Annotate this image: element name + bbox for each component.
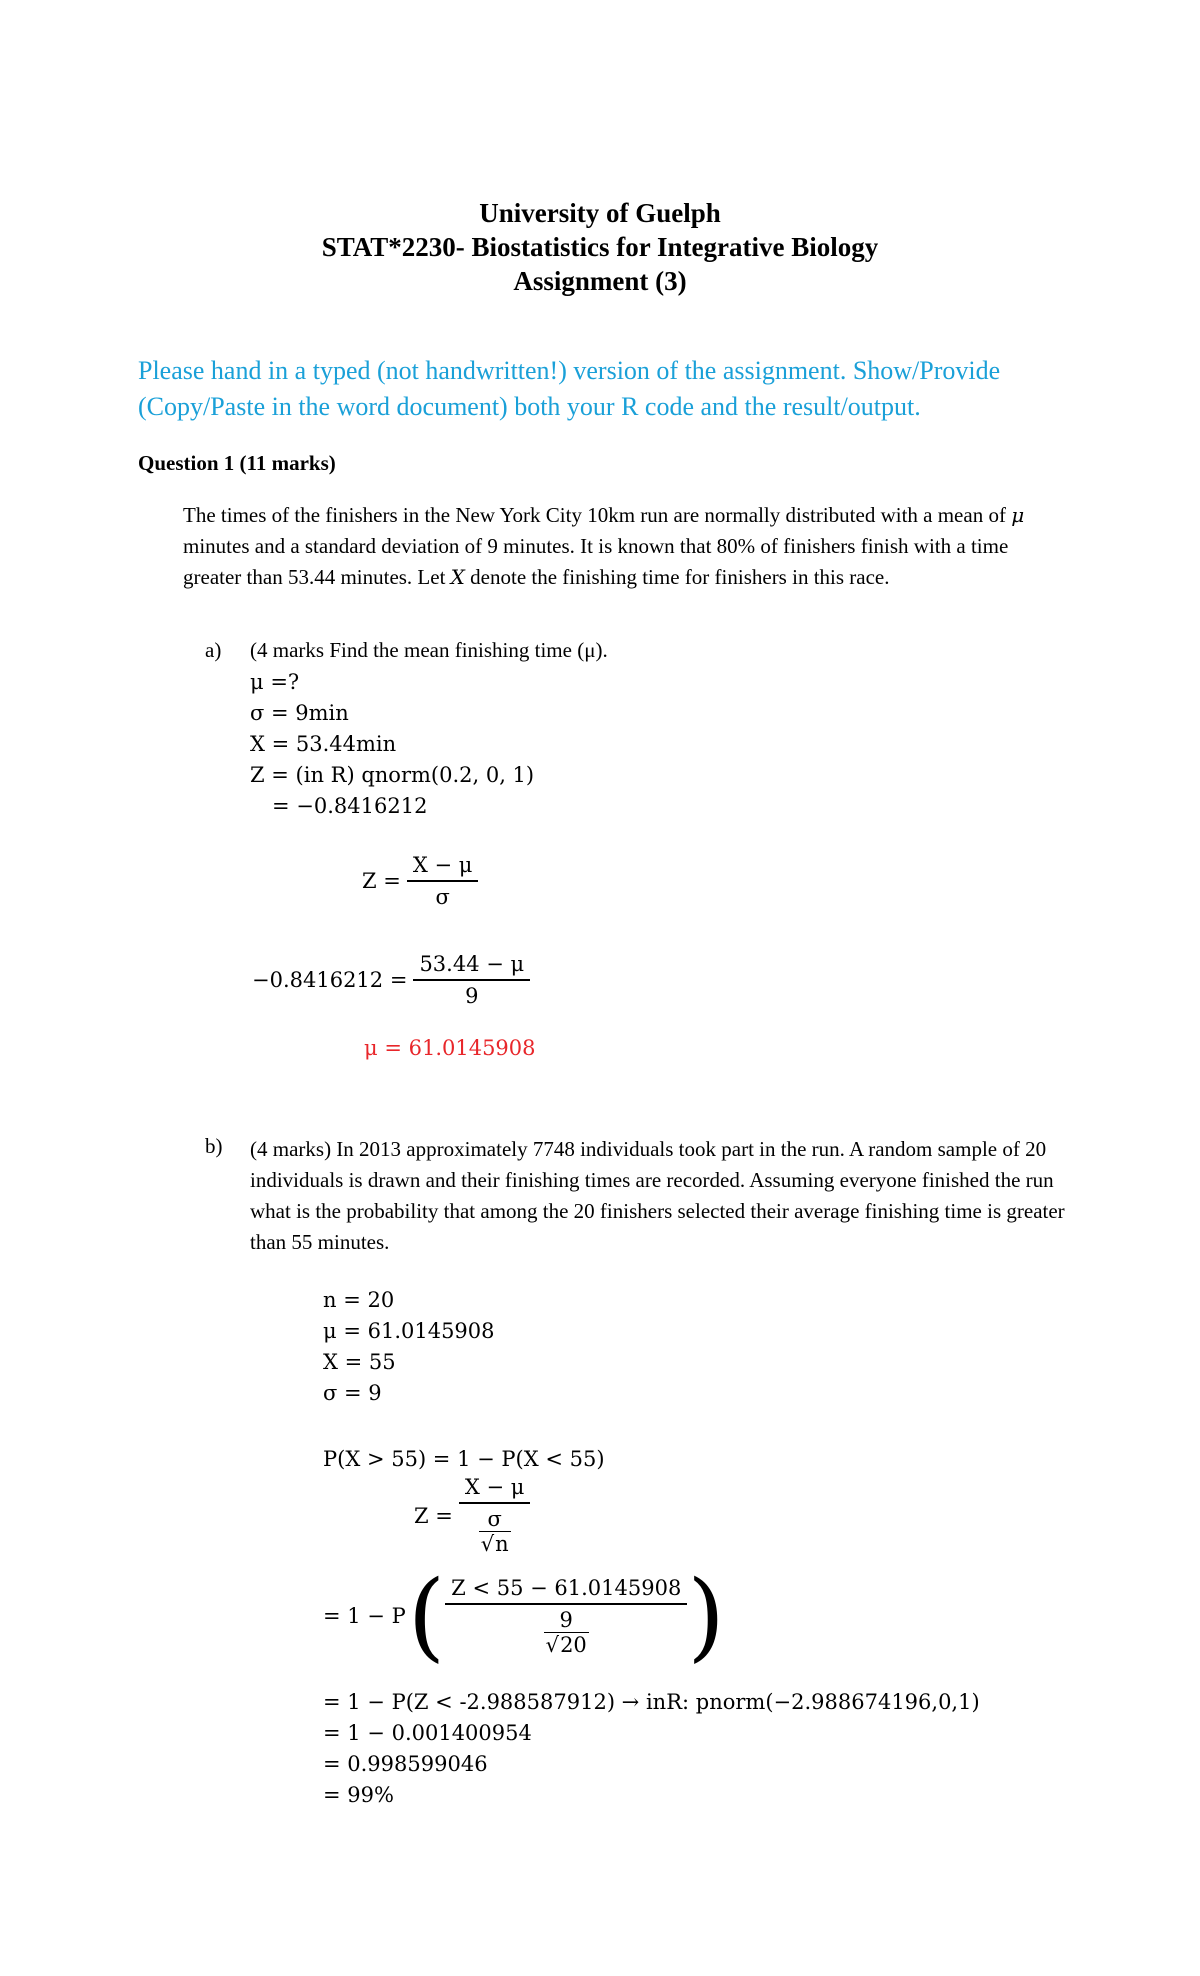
university-title: University of Guelph xyxy=(479,198,721,228)
notice-line-1: Please hand in a typed (not handwritten!) version of the assignment. Show/Provide xyxy=(138,356,1001,385)
assignment-title: Assignment (3) xyxy=(513,266,687,296)
part-b-z-formula xyxy=(414,1475,530,1556)
course-title: STAT*2230- Biostatistics for Integrative Biology xyxy=(321,232,879,262)
z-fraction-num: X − μ xyxy=(412,853,473,877)
part-a-line-z: Z = (in R) qnorm(0.2, 0, 1) xyxy=(250,763,535,787)
part-b-step-3: = 1 − 0.001400954 xyxy=(323,1721,532,1745)
intro-mu: μ xyxy=(1011,503,1025,527)
step-1-den-radicand: 20 xyxy=(560,1632,587,1657)
step-1-den xyxy=(445,1603,687,1657)
part-a-answer: μ = 61.0145908 xyxy=(364,1036,536,1060)
equation-fraction-num: 53.44 − μ xyxy=(419,952,525,976)
z-fraction xyxy=(407,853,479,909)
part-a-line-x: X = 53.44min xyxy=(250,732,397,756)
part-b-step-2: = 1 − P(Z < -2.988587912) → inR: pnorm(−2.988674196,0,1) xyxy=(323,1690,980,1714)
equation-lhs: −0.8416212 = xyxy=(252,968,408,992)
part-b-z-den-root: √n xyxy=(480,1532,509,1556)
intro-text-b: minutes and a standard deviation of 9 minutes. It is known that 80% of finishers finish with a time greater than 53.44 minutes. Let xyxy=(183,534,1009,589)
part-b-question: (4 marks) In 2013 approximately 7748 individuals took part in the run. A random sample of 20 individuals is drawn and their finishing times are recorded. Assuming everyone finished the run what is the probability that among the 20 finishers selected their average finishing time is greater than 55 minutes. xyxy=(250,1137,1065,1254)
part-b-z-den-radicand: n xyxy=(495,1532,509,1556)
part-a-line-mu: μ =? xyxy=(250,670,300,694)
z-formula-lhs: Z = xyxy=(362,869,401,893)
step-1-den-top: 9 xyxy=(559,1607,573,1632)
part-a-question: (4 marks Find the mean finishing time (μ). xyxy=(250,638,608,662)
part-b-given-sigma: σ = 9 xyxy=(323,1381,382,1405)
question-1-heading: Question 1 (11 marks) xyxy=(138,451,336,475)
part-b-given-n: n = 20 xyxy=(323,1288,395,1312)
part-b-z-fraction xyxy=(459,1475,531,1556)
part-b-z-lhs: Z = xyxy=(414,1503,453,1528)
part-b-step-5: = 99% xyxy=(323,1783,394,1807)
part-a-z-formula xyxy=(362,853,478,909)
z-fraction-den: σ xyxy=(407,880,479,909)
intro-text-c: denote the finishing time for finishers in this race. xyxy=(464,565,890,589)
question-1-intro xyxy=(183,500,1063,593)
right-paren: ) xyxy=(687,1560,725,1672)
part-b-step-1 xyxy=(323,1560,725,1672)
part-b-label: b) xyxy=(205,1134,223,1158)
part-a-equation xyxy=(252,952,530,1008)
equation-fraction-den: 9 xyxy=(413,979,530,1008)
equation-fraction xyxy=(413,952,530,1008)
step-1-prefix: = 1 − P xyxy=(323,1604,406,1628)
notice-line-2: (Copy/Paste in the word document) both your R code and the result/output. xyxy=(138,392,921,421)
part-b-z-num: X − μ xyxy=(464,1475,525,1499)
part-a-line-z-value: = −0.8416212 xyxy=(272,794,428,818)
part-b-given-mu: μ = 61.0145908 xyxy=(323,1319,495,1343)
step-1-fraction xyxy=(445,1576,687,1657)
part-b-z-den-sigma: σ xyxy=(487,1507,502,1531)
part-a-line-sigma: σ = 9min xyxy=(250,701,349,725)
intro-x: X xyxy=(450,565,465,589)
part-b-z-den xyxy=(459,1502,531,1556)
step-1-den-root: √20 xyxy=(545,1632,587,1657)
part-b-prob-line: P(X > 55) = 1 − P(X < 55) xyxy=(323,1447,605,1471)
step-1-num: Z < 55 − 61.0145908 xyxy=(451,1575,682,1600)
part-b-step-4: = 0.998599046 xyxy=(323,1752,488,1776)
intro-text-a: The times of the finishers in the New York City 10km run are normally distributed with a mean of xyxy=(183,503,1012,527)
part-b-given-x: X = 55 xyxy=(323,1350,396,1374)
part-a-label: a) xyxy=(205,638,222,662)
left-paren: ( xyxy=(407,1560,446,1672)
